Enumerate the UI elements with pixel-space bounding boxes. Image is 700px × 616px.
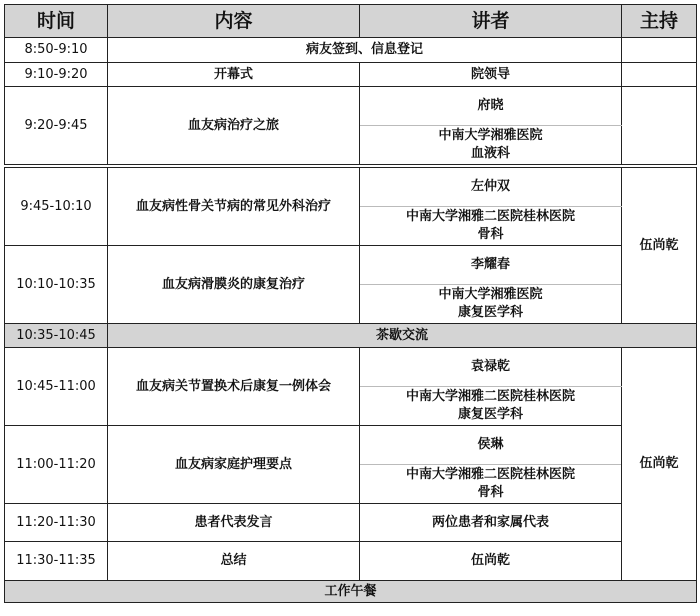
content-cell: 血友病滑膜炎的康复治疗 (108, 246, 360, 324)
affiliation-line: 康复医学科 (457, 407, 523, 422)
time-cell: 10:35-10:45 (5, 324, 108, 348)
header-content: 内容 (108, 5, 360, 38)
schedule-table-middle (4, 167, 697, 603)
table-row (5, 63, 697, 87)
table-row (5, 542, 697, 581)
time-cell: 8:50-9:10 (5, 38, 108, 63)
time-cell: 9:20-9:45 (5, 87, 108, 165)
content-cell: 茶歇交流 (108, 324, 697, 348)
host-cell-empty (622, 38, 697, 63)
host-cell: 伍尚乾 (622, 348, 697, 581)
affiliation-line: 骨科 (477, 485, 504, 500)
affiliation-line: 中南大学湘雅医院 (438, 128, 543, 143)
speaker-cell: 两位患者和家属代表 (360, 504, 622, 542)
time-cell: 10:10-10:35 (5, 246, 108, 324)
speaker-cell: 伍尚乾 (360, 542, 622, 581)
content-cell: 血友病性骨关节病的常见外科治疗 (108, 168, 360, 246)
speaker-affiliation (360, 285, 622, 324)
content-cell: 工作午餐 (5, 581, 697, 603)
content-cell: 血友病家庭护理要点 (108, 426, 360, 504)
speaker-name: 左仲双 (360, 168, 622, 207)
content-cell: 血友病关节置换术后康复一例体会 (108, 348, 360, 426)
time-cell: 10:45-11:00 (5, 348, 108, 426)
host-cell: 伍尚乾 (622, 168, 697, 324)
table-row (5, 246, 697, 285)
speaker-affiliation (360, 387, 622, 426)
speaker-name: 侯琳 (360, 426, 622, 465)
table-row (5, 168, 697, 207)
content-cell: 病友签到、信息登记 (108, 38, 622, 63)
affiliation-line: 血液科 (470, 146, 510, 161)
speaker-name: 袁禄乾 (360, 348, 622, 387)
affiliation-line: 中南大学湘雅二医院桂林医院 (405, 209, 575, 224)
affiliation-line: 中南大学湘雅医院 (438, 287, 543, 302)
header-speaker: 讲者 (360, 5, 622, 38)
table-row (5, 348, 697, 387)
speaker-name: 李耀春 (360, 246, 622, 285)
header-host: 主持 (622, 5, 697, 38)
speaker-affiliation (360, 126, 622, 165)
table-row (5, 87, 697, 126)
affiliation-line: 骨科 (477, 227, 504, 242)
speaker-affiliation (360, 207, 622, 246)
table-row-break (5, 324, 697, 348)
time-cell: 11:00-11:20 (5, 426, 108, 504)
table-row-lunch (5, 581, 697, 603)
affiliation-line: 康复医学科 (457, 305, 523, 320)
host-cell-empty (622, 87, 697, 165)
content-cell: 血友病治疗之旅 (108, 87, 360, 165)
affiliation-line: 中南大学湘雅二医院桂林医院 (405, 467, 575, 482)
speaker-cell: 院领导 (360, 63, 622, 87)
speaker-affiliation (360, 465, 622, 504)
time-cell: 9:10-9:20 (5, 63, 108, 87)
schedule-table (4, 4, 697, 165)
time-cell: 11:20-11:30 (5, 504, 108, 542)
content-cell: 开幕式 (108, 63, 360, 87)
table-row (5, 426, 697, 465)
speaker-name: 府晓 (360, 87, 622, 126)
table-row (5, 504, 697, 542)
header-row (5, 5, 697, 38)
host-cell-empty (622, 63, 697, 87)
content-cell: 总结 (108, 542, 360, 581)
table-row (5, 38, 697, 63)
affiliation-line: 中南大学湘雅二医院桂林医院 (405, 389, 575, 404)
time-cell: 11:30-11:35 (5, 542, 108, 581)
content-cell: 患者代表发言 (108, 504, 360, 542)
time-cell: 9:45-10:10 (5, 168, 108, 246)
header-time: 时间 (5, 5, 108, 38)
